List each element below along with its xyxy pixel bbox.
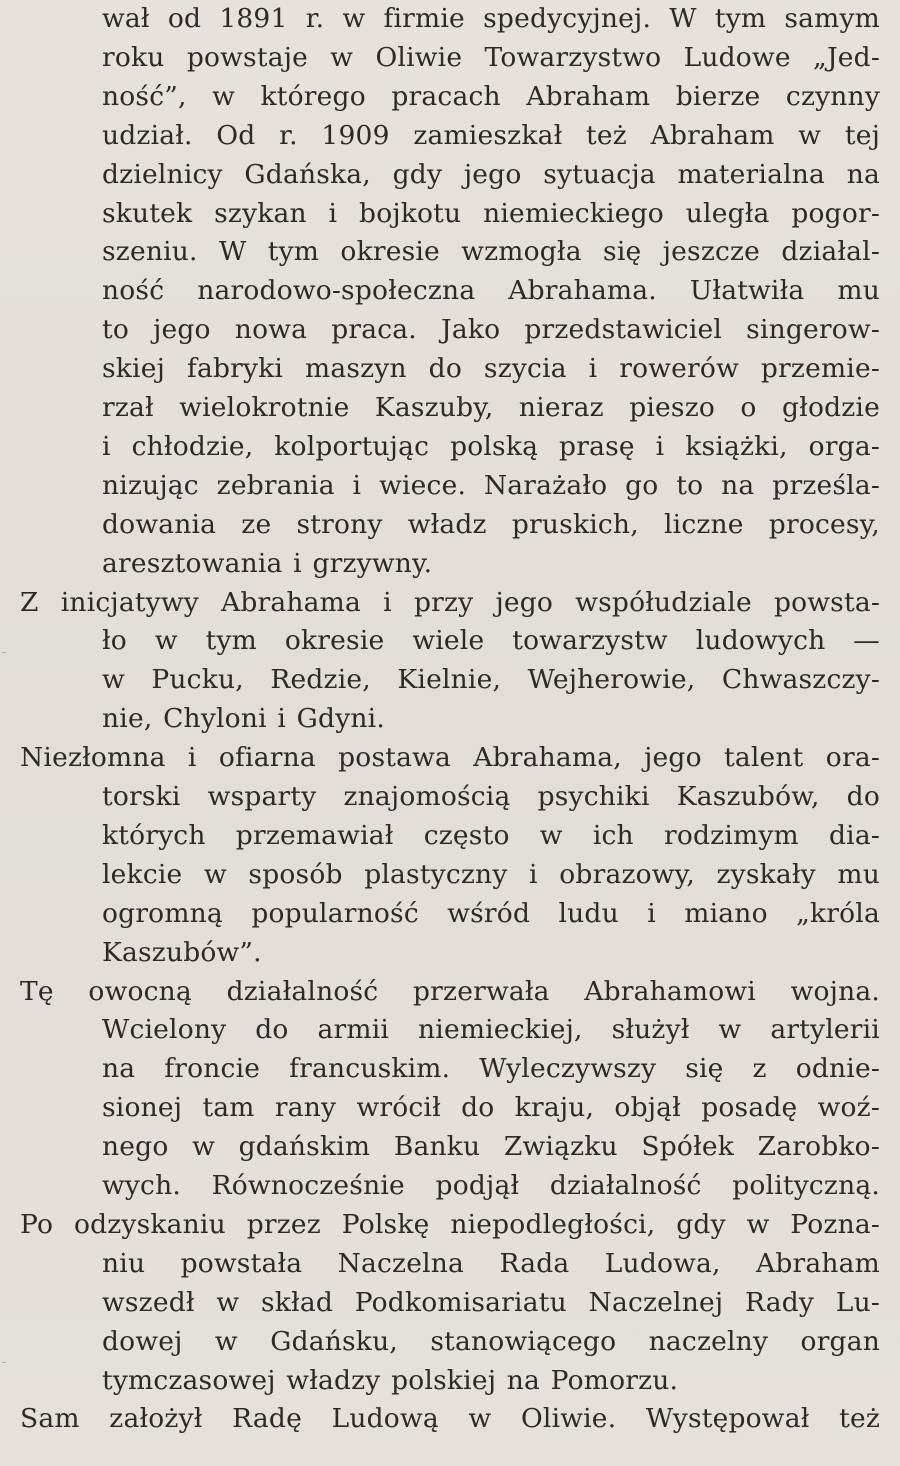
text-line: na froncie francuskim. Wyleczywszy się z odnie- <box>102 1053 880 1085</box>
text-line: wych. Równocześnie podjął działalność polityczną. <box>102 1170 880 1201</box>
text-line: Sam założył Radę Ludową w Oliwie. Występował też <box>20 1403 880 1435</box>
text-line: ność narodowo-społeczna Abrahama. Ułatwiła mu <box>102 275 880 307</box>
text-line: aresztowania i grzywny. <box>102 547 433 579</box>
text-line: ło w tym okresie wiele towarzystw ludowych — <box>102 625 880 657</box>
text-line: Niezłomna i ofiarna postawa Abrahama, jego talent ora- <box>20 742 880 774</box>
text-line: nie, Chyloni i Gdyni. <box>102 703 385 735</box>
text-line: Z inicjatywy Abrahama i przy jego współudziale powsta- <box>20 586 880 618</box>
text-line: rzał wielokrotnie Kaszuby, nieraz pieszo o głodzie <box>102 392 880 423</box>
margin-mark <box>2 652 6 653</box>
text-line: roku powstaje w Oliwie Towarzystwo Ludowe „Jed- <box>102 41 880 73</box>
text-line: dzielnicy Gdańska, gdy jego sytuacja materialna na <box>102 158 880 190</box>
text-line: Kaszubów”. <box>102 936 262 968</box>
text-line: niu powstała Naczelna Rada Ludowa, Abraham <box>102 1247 880 1279</box>
text-line: dowej w Gdańsku, stanowiącego naczelny organ <box>102 1325 880 1357</box>
text-line: lekcie w sposób plastyczny i obrazowy, zyskały mu <box>102 858 880 890</box>
margin-mark <box>2 1362 6 1363</box>
text-line: udział. Od r. 1909 zamieszkał też Abraham w tej <box>102 119 880 151</box>
text-line: skutek szykan i bojkotu niemieckiego uległa pogor- <box>102 197 880 229</box>
text-line: sionej tam rany wrócił do kraju, objął posadę woź- <box>102 1092 880 1124</box>
text-line: ność”, w którego pracach Abraham bierze czynny <box>102 80 880 112</box>
text-line: tymczasowej władzy polskiej na Pomorzu. <box>102 1364 679 1396</box>
text-line: Wcielony do armii niemieckiej, służył w artylerii <box>102 1014 880 1046</box>
text-line: i chłodzie, kolportując polską prasę i książki, orga- <box>102 430 880 462</box>
text-line: ogromną popularność wśród ludu i miano „króla <box>102 897 880 929</box>
text-line: szeniu. W tym okresie wzmogła się jeszcze działal- <box>102 236 880 268</box>
text-line: Tę owocną działalność przerwała Abrahamowi wojna. <box>20 975 880 1007</box>
text-line: wszedł w skład Podkomisariatu Naczelnej Rady Lu- <box>102 1286 880 1318</box>
text-line: dowania ze strony władz pruskich, liczne procesy, <box>102 508 880 540</box>
text-line: których przemawiał często w ich rodzimym dia- <box>102 819 880 851</box>
text-line: wał od 1891 r. w firmie spedycyjnej. W tym samym <box>102 3 880 34</box>
text-line: w Pucku, Redzie, Kielnie, Wejherowie, Chwaszczy- <box>102 664 880 696</box>
text-line: nizując zebrania i wiece. Narażało go to na prześla- <box>102 469 880 501</box>
text-line: skiej fabryki maszyn do szycia i rowerów przemie- <box>102 353 880 385</box>
text-line: Po odzyskaniu przez Polskę niepodległości, gdy w Pozna- <box>20 1208 880 1240</box>
text-line: torski wsparty znajomością psychiki Kaszubów, do <box>102 781 880 812</box>
text-line: nego w gdańskim Banku Związku Spółek Zarobko- <box>102 1131 880 1163</box>
text-line: to jego nowa praca. Jako przedstawiciel singerow- <box>102 314 880 346</box>
